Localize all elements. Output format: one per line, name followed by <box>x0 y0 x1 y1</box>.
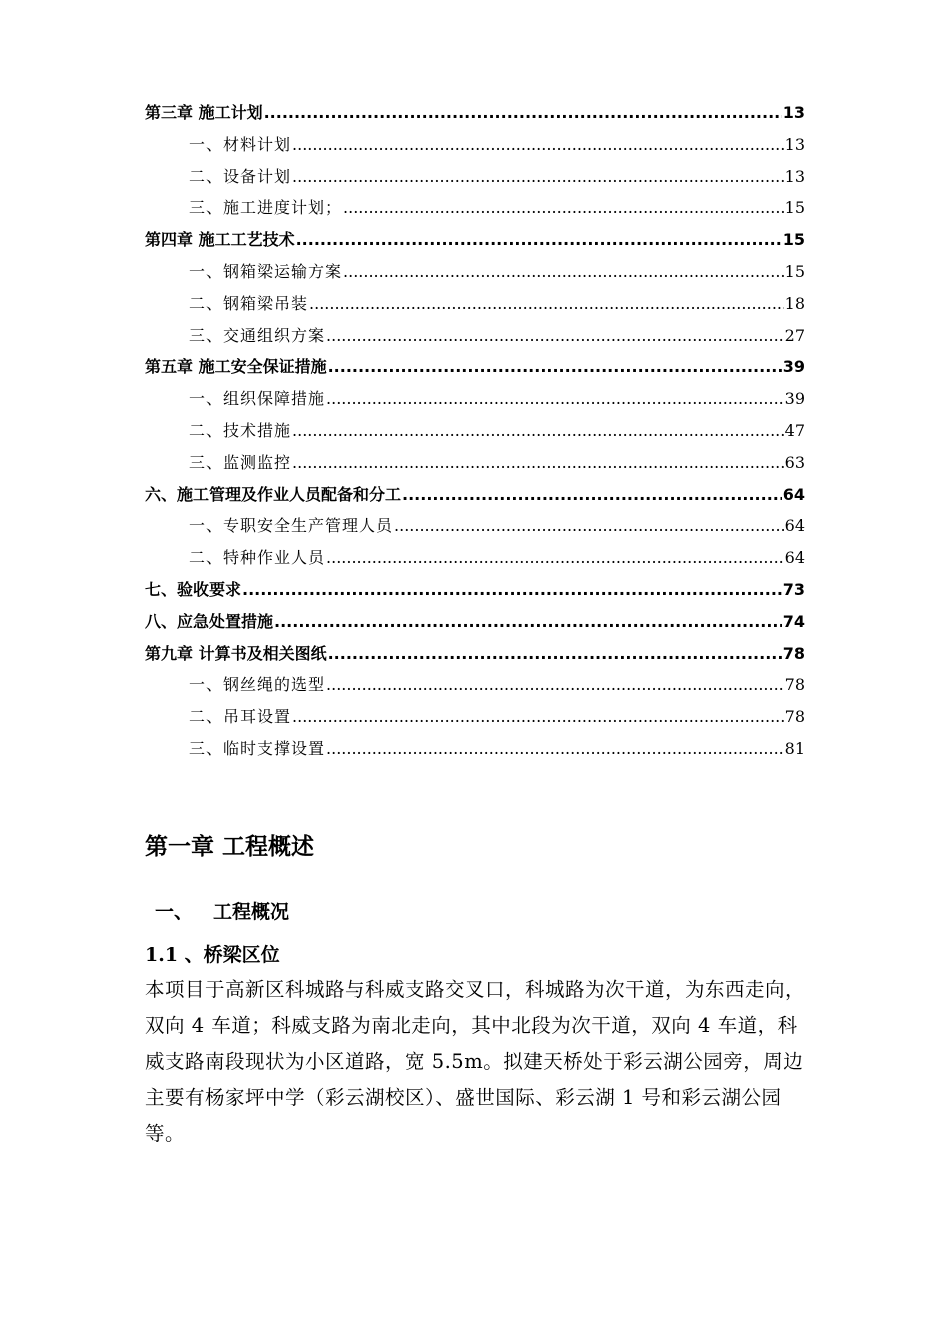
toc-entry-title: 三、交通组织方案 <box>189 325 326 345</box>
toc-entry[interactable] <box>145 450 805 482</box>
toc-leader <box>292 421 784 440</box>
toc-entry-page: 78 <box>784 707 805 727</box>
toc-entry-page: 81 <box>784 738 805 758</box>
toc-entry[interactable] <box>145 354 805 386</box>
toc-entry-page: 27 <box>784 325 805 345</box>
toc-entry[interactable] <box>145 545 805 577</box>
toc-entry[interactable] <box>145 736 805 768</box>
toc-entry-page: 15 <box>784 198 805 218</box>
toc-leader <box>292 167 784 186</box>
toc-leader <box>326 389 784 408</box>
body-paragraph: 本项目于高新区科城路与科威支路交叉口，科城路为次干道，为东西走向，双向 4 车道；科威支路为南北走向，其中北段为次干道，双向 4 车道，科威支路南段现状为小区道路，宽 5.5m。拟建天桥处于彩云湖公园旁，周边主要有杨家坪中学（彩云湖校区）、盛世国际、彩云湖 1 号和彩云湖公园等。 <box>145 978 806 1145</box>
toc-entry-title: 一、组织保障措施 <box>189 389 326 409</box>
toc-entry-page: 13 <box>784 166 805 186</box>
toc-leader <box>292 135 784 154</box>
toc-entry-title: 第四章 施工工艺技术 <box>145 230 295 250</box>
toc-leader <box>264 103 782 122</box>
toc-entry-page: 74 <box>782 611 805 631</box>
toc-leader <box>326 326 784 345</box>
toc-entry-title: 二、技术措施 <box>189 420 292 440</box>
toc-entry[interactable] <box>145 513 805 545</box>
toc-entry-page: 39 <box>784 389 805 409</box>
toc-leader <box>309 294 784 313</box>
toc-entry-page: 64 <box>784 516 805 536</box>
toc-entry[interactable] <box>145 195 805 227</box>
toc-entry-page: 15 <box>782 230 805 250</box>
toc-entry[interactable] <box>145 323 805 355</box>
toc-entry[interactable] <box>145 609 805 641</box>
toc-entry-title: 一、专职安全生产管理人员 <box>189 516 394 536</box>
section-heading <box>155 897 289 924</box>
toc-entry-page: 73 <box>782 579 805 599</box>
toc-entry[interactable] <box>145 672 805 704</box>
toc-leader <box>328 644 782 663</box>
toc-entry-page: 13 <box>782 103 805 122</box>
toc-entry[interactable] <box>145 132 805 164</box>
toc-leader <box>343 198 784 217</box>
toc-entry-title: 二、设备计划 <box>189 166 292 186</box>
toc-entry-title: 二、特种作业人员 <box>189 548 326 568</box>
toc-leader <box>326 548 784 567</box>
toc-entry-title: 七、验收要求 <box>145 579 242 599</box>
toc-entry-title: 二、钢箱梁吊装 <box>189 293 309 313</box>
toc-entry-title: 第九章 计算书及相关图纸 <box>145 643 327 663</box>
toc-entry-page: 78 <box>782 643 805 663</box>
toc-entry-page: 39 <box>782 357 805 377</box>
toc-entry-title: 一、钢丝绳的选型 <box>189 675 326 695</box>
toc-entry-page: 13 <box>784 134 805 154</box>
toc-leader <box>296 230 782 249</box>
toc-entry-title: 三、监测监控 <box>189 452 292 472</box>
toc-entry[interactable] <box>145 704 805 736</box>
toc-entry[interactable] <box>145 418 805 450</box>
toc-entry-title: 八、应急处置措施 <box>145 611 274 631</box>
toc-leader <box>343 262 784 281</box>
section-number: 一、 <box>155 901 194 923</box>
toc-entry-title: 六、施工管理及作业人员配备和分工 <box>145 484 402 504</box>
toc-leader <box>326 675 784 694</box>
toc-entry-page: 64 <box>782 484 805 504</box>
toc-entry-page: 15 <box>784 261 805 281</box>
toc-entry-page: 18 <box>784 293 805 313</box>
chapter-heading: 第一章 工程概述 <box>145 834 315 860</box>
toc-leader <box>274 612 782 631</box>
toc-entry[interactable] <box>145 164 805 196</box>
toc-entry[interactable] <box>145 386 805 418</box>
toc-entry[interactable] <box>145 641 805 673</box>
toc-entry[interactable] <box>145 291 805 323</box>
toc-entry-title: 第三章 施工计划 <box>145 103 263 122</box>
toc-entry[interactable] <box>145 482 805 514</box>
toc-entry-title: 第五章 施工安全保证措施 <box>145 357 327 377</box>
toc-entry-title: 一、钢箱梁运输方案 <box>189 261 343 281</box>
toc-entry-page: 64 <box>784 548 805 568</box>
subsection-heading: 1.1 、桥梁区位 <box>145 944 280 966</box>
table-of-contents <box>145 100 805 768</box>
toc-entry-page: 78 <box>784 675 805 695</box>
toc-entry-page: 47 <box>784 420 805 440</box>
toc-entry[interactable] <box>145 259 805 291</box>
toc-leader <box>326 739 784 758</box>
section-title: 工程概况 <box>213 901 290 923</box>
toc-leader <box>292 453 784 472</box>
toc-entry[interactable] <box>145 227 805 259</box>
toc-entry-title: 一、材料计划 <box>189 134 292 154</box>
toc-leader <box>328 357 782 376</box>
toc-leader <box>402 485 782 504</box>
toc-entry-page: 63 <box>784 452 805 472</box>
toc-leader <box>242 580 782 599</box>
toc-leader <box>394 516 784 535</box>
toc-entry-title: 三、施工进度计划； <box>189 198 343 218</box>
toc-entry-title: 二、吊耳设置 <box>189 707 292 727</box>
toc-entry-title: 三、临时支撑设置 <box>189 738 326 758</box>
toc-entry[interactable] <box>145 100 805 132</box>
toc-entry[interactable] <box>145 577 805 609</box>
toc-leader <box>292 707 784 726</box>
